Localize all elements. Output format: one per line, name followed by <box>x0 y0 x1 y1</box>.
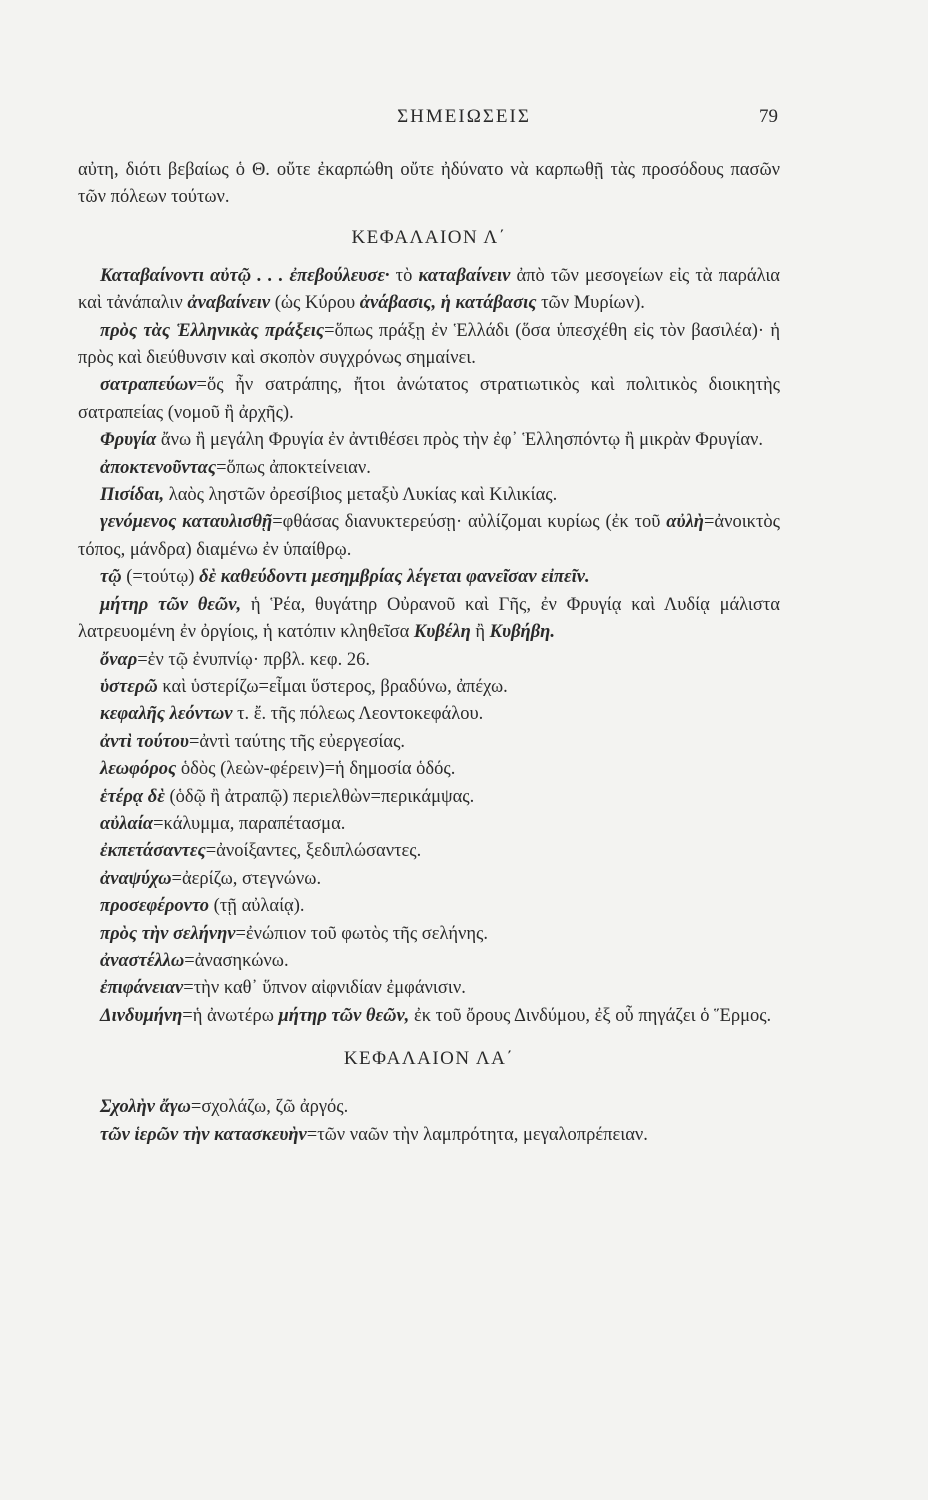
note-entry <box>78 975 780 1002</box>
note-entry <box>78 1003 780 1030</box>
note-text: =ἀνοίξαντες, ξεδιπλώσαντες. <box>205 841 422 862</box>
note-text: ὁδὸς (λεὼν-φέρειν)=ἡ δημοσία ὁδός. <box>176 759 456 780</box>
note-text: (τῇ αὐλαίᾳ). <box>209 896 305 917</box>
note-text: καὶ ὑστερίζω=εἶμαι ὕστερος, βραδύνω, ἀπέχω. <box>157 676 508 697</box>
note-text: (ὡς Κύρου <box>270 293 360 314</box>
note-text: =ἡ ἀνωτέρω <box>182 1005 279 1026</box>
note-text: τὸ <box>389 265 419 286</box>
note-text: τ. ἔ. τῆς πόλεως Λεοντοκεφάλου. <box>232 704 484 725</box>
lemma: τῷ <box>100 567 122 588</box>
lemma: ἐπιφάνειαν <box>100 978 184 999</box>
note-text: =σχολάζω, ζῶ ἀργός. <box>190 1097 349 1118</box>
note-text: =ἐν τῷ ἐνυπνίῳ· πρβλ. κεφ. 26. <box>137 649 370 670</box>
lemma: ἀνάβασις, ἡ κατάβασις <box>359 293 537 314</box>
note-text: (=τούτῳ) <box>121 567 200 588</box>
note-entry <box>78 263 780 318</box>
note-entry <box>78 592 780 647</box>
lemma: ὄναρ <box>100 649 138 670</box>
lemma: ἀναψύχω <box>100 868 172 889</box>
note-text: ἡ Ῥέα, θυγάτηρ Οὐρανοῦ καὶ Γῆς, ἐν Φρυγίᾳ καὶ Λυδίᾳ μάλιστα λατρευομένη ἐν ὀργίοις, ἡ κατόπιν κληθεῖσα <box>78 594 780 643</box>
note-entry <box>78 893 780 920</box>
lemma: Κυβέλη <box>413 622 471 643</box>
note-text: =ἀνοικτὸς τόπος, μάνδρα) διαμένω ἐν ὑπαίθρῳ. <box>78 512 781 560</box>
note-entry <box>78 647 780 674</box>
note-entry <box>78 455 780 482</box>
page-number: 79 <box>759 106 778 127</box>
page-header <box>0 106 928 136</box>
note-entry <box>78 482 780 509</box>
lemma: καταβαίνειν <box>418 265 511 286</box>
lemma: ἀναστέλλω <box>100 950 185 971</box>
note-text: =φθάσας διανυκτερεύσῃ· αὐλίζομαι κυρίως (ἐκ τοῦ <box>272 512 667 533</box>
lemma: Σχολὴν ἄγω <box>100 1097 191 1118</box>
lemma: ἑτέρᾳ δὲ <box>100 786 165 807</box>
note-entry <box>78 674 780 701</box>
note-entry <box>78 948 780 975</box>
note-text: =τῶν ναῶν τὴν λαμπρότητα, μεγαλοπρέπειαν. <box>306 1124 648 1145</box>
lemma: αὐλαία <box>100 813 154 834</box>
lemma: κεφαλῆς λεόντων <box>100 704 233 725</box>
note-entry <box>78 866 780 893</box>
paragraph <box>78 157 780 212</box>
lemma: μήτηρ τῶν θεῶν, <box>100 594 242 615</box>
lemma: πρὸς τὰς Ἑλληνικὰς πράξεις <box>100 320 325 341</box>
note-entry <box>78 701 780 728</box>
note-entry <box>78 372 780 427</box>
lemma: τῶν ἱερῶν τὴν κατασκευὴν <box>100 1124 307 1145</box>
note-text: τῶν Μυρίων). <box>536 293 645 314</box>
note-entry <box>78 811 780 838</box>
lemma: μήτηρ τῶν θεῶν, <box>278 1005 410 1026</box>
note-text: =ἀερίζω, στεγνώνω. <box>171 868 322 889</box>
note-entry <box>78 921 780 948</box>
text-line: αὐτη, διότι βεβαίως ὁ Θ. οὔτε ἐκαρπώθη οὔτε ἠδύνατο νὰ καρπωθῇ τὰς <box>78 160 635 180</box>
lemma: Δινδυμήνη <box>100 1005 183 1026</box>
lemma: Κυβήβη. <box>489 622 555 643</box>
note-entry <box>78 318 780 373</box>
lemma: ἀποκτενοῦντας <box>100 457 217 478</box>
chapter-heading: ΚΕΦΑΛΑΙΟΝ Λ΄ <box>351 226 507 248</box>
note-text: ἄνω ἢ μεγάλη Φρυγία ἐν ἀντιθέσει πρὸς τὴν ἐφ᾿ Ἑλλησπόντῳ ἢ μικρὰν Φρυγίαν. <box>156 430 764 451</box>
chapter-heading: ΚΕΦΑΛΑΙΟΝ ΛΑ΄ <box>343 1048 515 1070</box>
lemma: λεωφόρος <box>100 759 177 780</box>
note-entry <box>78 784 780 811</box>
note-text: =ὅπως πράξῃ ἐν Ἑλλάδι (ὅσα ὑπεσχέθη εἰς τὸν βασιλέα)· ἡ πρὸς καὶ διεύθυνσιν καὶ σκοπὸν συγχρόνως σημαίνει. <box>78 320 781 369</box>
lemma: γενόμενος καταυλισθῇ <box>100 512 273 533</box>
note-entry <box>78 1122 780 1149</box>
note-entry <box>78 564 780 591</box>
note-text: (ὁδῷ ἢ ἀτραπῷ) περιελθὼν=περικάμψας. <box>164 786 475 807</box>
note-text: =ὅπως ἀποκτείνειαν. <box>216 457 371 478</box>
lemma: αὐλὴ <box>666 512 704 533</box>
note-text: ἐκ τοῦ ὄρους Δινδύμου, ἐξ οὗ πηγάζει ὁ Ἕρμος. <box>409 1005 772 1026</box>
lemma: δὲ καθεύδοντι μεσημβρίας λέγεται φανεῖσαν εἰπεῖν. <box>199 567 590 588</box>
note-entry <box>78 756 780 783</box>
note-entry <box>78 1094 780 1121</box>
lemma: ὑστερῶ <box>100 676 158 697</box>
note-entry <box>78 427 780 454</box>
lemma: ἐκπετάσαντες <box>100 841 206 862</box>
note-entry <box>78 838 780 865</box>
note-text: =ἀντὶ ταύτης τῆς εὐεργεσίας. <box>188 731 406 752</box>
note-text: =ἀνασηκώνω. <box>184 950 289 971</box>
note-entry <box>78 509 780 564</box>
note-text: =κάλυμμα, παραπέτασμα. <box>153 813 346 834</box>
lemma: ἀναβαίνειν <box>187 293 271 314</box>
lemma: προσεφέροντο <box>100 896 210 917</box>
text-line: προσόδους πασῶν τῶν πόλεων τούτων. <box>78 160 781 208</box>
lemma: ἀντὶ τούτου <box>100 731 189 752</box>
running-head: ΣΗΜΕΙΩΣΕΙΣ <box>397 106 531 127</box>
main-text <box>78 157 780 1149</box>
note-text: ἢ <box>470 622 490 643</box>
lemma: Φρυγία <box>100 430 157 451</box>
note-text: ἀπὸ τῶν μεσογείων εἰς τὰ παράλια καὶ τἀνάπαλιν <box>78 265 780 314</box>
note-text: =ἐνώπιον τοῦ φωτὸς τῆς σελήνης. <box>235 923 488 944</box>
lemma: Καταβαίνοντι αὐτῷ . . . ἐπεβούλευσε· <box>100 265 390 286</box>
lemma: σατραπεύων <box>100 375 197 396</box>
note-text: =ὅς ἦν σατράπης, ἤτοι ἀνώτατος στρατιωτικὸς καὶ πολιτικὸς διοικητὴς σατραπείας (νομοῦ ἢ ἀρχῆς). <box>78 375 780 423</box>
note-entry <box>78 729 780 756</box>
note-text: λαὸς ληστῶν ὀρεσίβιος μεταξὺ Λυκίας καὶ Κιλικίας. <box>164 485 558 506</box>
note-text: =τὴν καθ᾿ ὕπνον αἰφνιδίαν ἐμφάνισιν. <box>183 978 466 999</box>
lemma: Πισίδαι, <box>100 485 165 506</box>
lemma: πρὸς τὴν σελήνην <box>100 923 236 944</box>
